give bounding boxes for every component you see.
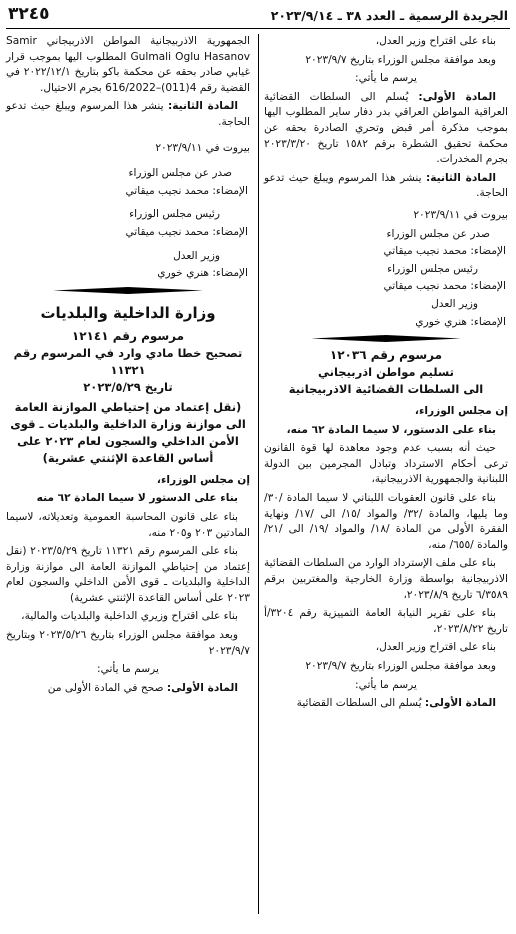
signature-line: رئيس مجلس الوزراء	[387, 262, 478, 275]
signature-line: وزير العدل	[173, 249, 220, 262]
paragraph: إن مجلس الوزراء،	[156, 473, 250, 486]
article-label: المادة الثانية:	[425, 171, 496, 184]
article-label: المادة الأولى:	[418, 90, 496, 103]
article-2	[6, 99, 250, 130]
place-date: بيروت في ٢٠٢٣/٩/١١	[413, 208, 508, 221]
decree-subtitle: الى السلطات القضائية الاذربيجانية	[288, 382, 484, 397]
decree-subtitle: تاريخ ٢٠٢٣/٥/٢٩	[83, 379, 173, 394]
paragraph: إن مجلس الوزراء،	[414, 405, 508, 418]
paragraph: بناء على الدستور لا سيما المادة ٦٢ منه	[36, 492, 238, 505]
paragraph: وبعد موافقة مجلس الوزراء بتاريخ ٢٠٢٣/٩/٧	[305, 53, 496, 66]
signature-line: وزير العدل	[431, 297, 478, 310]
signature-line: صدر عن مجلس الوزراء	[128, 167, 232, 180]
paragraph: بناء على تقرير النيابة العامة التمييزية رقم ٣٢٠٤/أ تاريخ ٢٠٢٣/٨/٢٢،	[264, 607, 508, 635]
article-2	[264, 171, 508, 202]
page-header	[6, 4, 510, 29]
signature-line: الإمضاء: هنري خوري	[157, 267, 248, 280]
left-column	[6, 34, 250, 699]
signature-line: رئيس مجلس الوزراء	[129, 208, 220, 221]
signature-line: الإمضاء: هنري خوري	[415, 315, 506, 328]
article-1	[264, 90, 508, 168]
article-label: المادة الثانية:	[167, 100, 238, 113]
place-date: بيروت في ٢٠٢٣/٩/١١	[155, 141, 250, 154]
right-column	[264, 34, 508, 715]
paragraph: يرسم ما يأتي:	[355, 72, 417, 85]
article-1	[264, 696, 508, 712]
article-label: المادة الأولى:	[424, 697, 496, 710]
paragraph: بناء على قانون العقوبات اللبناني لا سيما المادة /٣٠/ وما يليها، والمادة /٣٢/ والمواد /١٥/ الى /١٧/ ونهاية الفقرة الأولى من المادة /١٨/ والمواد /١٩/ الى /٢١/ والمادة /٦٥٥/ منه،	[264, 492, 508, 551]
gazette-title: الجريدة الرسمية ـ العدد ٣٨ ـ ٢٠٢٣/٩/١٤	[270, 8, 508, 23]
decree-title: مرسوم رقم ١٢١٤١	[71, 328, 185, 343]
paragraph: الجمهورية الاذربيجانية المواطن الاذربيجاني Samir Gulmali Oglu Hasanov المطلوب اليها بموجب قرار غيابي صادر بحقه عن محكمة باكو بتاريخ ٢٠٢٢/١٢/١ في القضية رقم 4(011)–616/2022 بجرم الاحتيال.	[6, 35, 251, 94]
article-text: ينشر هذا المرسوم ويبلغ حيث تدعو الحاجة.	[264, 171, 508, 200]
paragraph: بناء على اقتراح وزيري الداخلية والبلديات والمالية،	[21, 610, 238, 623]
signature-line: الإمضاء: محمد نجيب ميقاتي	[125, 184, 248, 197]
signature-line: صدر عن مجلس الوزراء	[386, 227, 490, 240]
paragraph: بناء على المرسوم رقم ١١٣٢١ تاريخ ٢٠٢٣/٥/٢٩ (نقل إعتماد من إحتياطي الموازنة العامة الى موازنة وزارة الداخلية والبلديات ـ قوى الأمن الداخلي والسجون لعام ٢٠٢٣ على أساس القاعدة الإثنتي عشرية)	[6, 545, 250, 604]
paragraph: بناء على الدستور، لا سيما المادة ٦٢ منه،	[286, 423, 496, 436]
paragraph: بناء على اقتراح وزير العدل،	[375, 35, 496, 47]
article-text: صحح في المادة الأولى من	[47, 681, 167, 694]
signature-line: الإمضاء: محمد نجيب ميقاتي	[125, 225, 248, 238]
section-divider	[311, 335, 461, 342]
article-text: يُسلم الى السلطات القضائية	[296, 697, 425, 710]
paragraph: بناء على اقتراح وزير العدل،	[375, 641, 496, 654]
article-1	[6, 681, 250, 697]
paragraph: بناء على قانون المحاسبة العمومية وتعديلاته، لاسيما المادتين ٢٠٣ و٢٠٥ منه،	[6, 510, 250, 539]
column-divider	[258, 34, 259, 914]
decree-subtitle: (نقل إعتماد من إحتياطي الموازنة العامة الى موازنة وزارة الداخلية والبلديات ـ قوى الأمن الداخلي والسجون لعام ٢٠٢٣ على أساس القاعدة الإثنتي عشرية)	[10, 399, 246, 465]
paragraph: يرسم ما يأتي:	[355, 678, 417, 691]
page-number: ٣٢٤٥	[8, 4, 50, 24]
decree-subtitle: تصحيح خطا مادي وارد في المرسوم رقم ١١٣٢١	[13, 345, 243, 377]
paragraph: وبعد موافقة مجلس الوزراء بتاريخ ٢٠٢٣/٥/٢٦ وبتاريخ ٢٠٢٣/٩/٧	[6, 629, 250, 657]
article-text: ينشر هذا المرسوم ويبلغ حيث تدعو الحاجة.	[6, 100, 250, 128]
paragraph: يرسم ما يأتي:	[97, 663, 159, 676]
decree-title: مرسوم رقم ١٢٠٣٦	[329, 348, 443, 363]
paragraph: بناء على ملف الإسترداد الوارد من السلطات القضائية الاذربيجانية بواسطة وزارة الخارجية والمغتربين برقم ٦/٣٥٨٩ تاريخ ٢٠٢٣/٨/٩،	[264, 557, 508, 601]
decree-subtitle: تسليم مواطن اذربيجاني	[318, 365, 454, 380]
ministry-heading: وزارة الداخلية والبلديات	[40, 303, 216, 322]
paragraph: حيث أنه بسبب عدم وجود معاهدة لها قوة القانون ترعى أحكام الاسترداد وتبادل المجرمين بين الدولة اللبنانية والجمهورية الاذربيجانية،	[264, 442, 508, 486]
section-divider	[53, 287, 203, 294]
signature-line: الإمضاء: محمد نجيب ميقاتي	[383, 245, 506, 258]
paragraph: وبعد موافقة مجلس الوزراء بتاريخ ٢٠٢٣/٩/٧	[305, 660, 496, 672]
article-text: يُسلم الى السلطات القضائية العراقية المواطن العراقي بدر دفار ساير المطلوب اليها بموجب مذكرة أمر قبض وتحري الصادرة بحقه عن محكمة تحقيق الشطرة برقم ١٥٨٢ تاريخ ٢٠٢٣/٣/٢٠ بجرم المخدرات.	[264, 90, 508, 166]
article-label: المادة الأولى:	[166, 681, 238, 694]
signature-line: الإمضاء: محمد نجيب ميقاتي	[383, 280, 506, 293]
